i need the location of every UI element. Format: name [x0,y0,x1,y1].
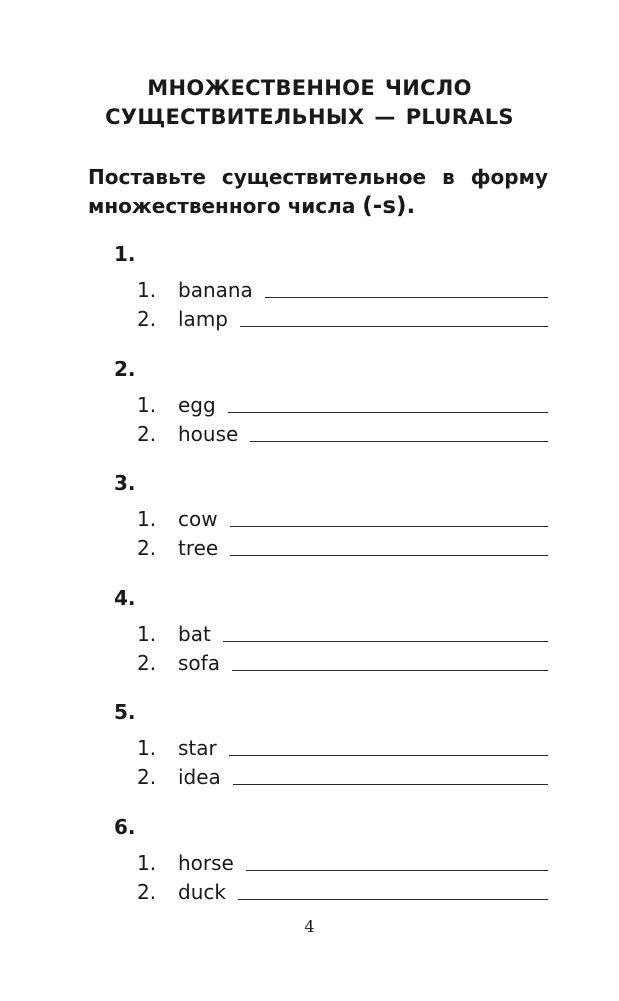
exercise-item [137,505,548,531]
title-dash: — [374,105,396,129]
title-word: ЧИСЛО [384,76,472,100]
answer-line[interactable] [223,640,548,642]
item-number: 2. [137,880,157,904]
exercise-item [137,649,548,675]
item-number: 1. [137,736,157,760]
item-number: 1. [137,851,157,875]
answer-line[interactable] [229,754,548,756]
title-word: PLURALS [405,105,514,129]
answer-line[interactable] [230,525,548,527]
answer-line[interactable] [238,898,548,900]
item-number: 1. [137,278,157,302]
title-word: СУЩЕСТВИТЕЛЬНЫХ [105,105,365,129]
exercise-item [137,734,548,760]
exercise-item [137,276,548,302]
item-word: cow [178,507,218,531]
section-number: 5. [114,700,136,724]
instruction-line-2 [88,193,548,219]
exercise-item [137,391,548,417]
answer-line[interactable] [250,440,548,442]
exercise-item [137,878,548,904]
item-word: banana [178,278,253,302]
exercise-item [137,534,548,560]
exercise-item [137,763,548,789]
item-number: 2. [137,765,157,789]
item-word: bat [178,622,211,646]
answer-line[interactable] [233,783,548,785]
exercise-item [137,420,548,446]
exercise-item [137,305,548,331]
item-number: 2. [137,536,157,560]
title-word: МНОЖЕСТВЕННОЕ [147,76,375,100]
section-number: 4. [114,586,136,610]
item-word: house [178,422,239,446]
item-number: 2. [137,651,157,675]
item-word: idea [178,765,221,789]
item-number: 2. [137,307,157,331]
page-title-line-1 [0,76,619,100]
item-number: 2. [137,422,157,446]
item-word: horse [178,851,234,875]
item-word: lamp [178,307,228,331]
exercise-item [137,620,548,646]
answer-line[interactable] [232,669,548,671]
instruction-suffix: (-s). [362,193,416,219]
answer-line[interactable] [240,325,548,327]
section-number: 1. [114,242,136,266]
item-number: 1. [137,622,157,646]
answer-line[interactable] [265,296,548,298]
page-number: 4 [304,917,315,936]
section-number: 3. [114,471,136,495]
instruction-text: множественного числа [88,194,363,218]
item-number: 1. [137,393,157,417]
section-number: 6. [114,815,136,839]
item-word: tree [178,536,219,560]
section-number: 2. [114,357,136,381]
item-word: duck [178,880,226,904]
answer-line[interactable] [230,554,548,556]
item-word: star [178,736,217,760]
item-word: sofa [178,651,220,675]
instruction-line-1: Поставьте существительное в форму [88,165,548,189]
answer-line[interactable] [246,869,548,871]
item-number: 1. [137,507,157,531]
page-title-line-2 [0,105,619,129]
item-word: egg [178,393,216,417]
answer-line[interactable] [228,411,548,413]
exercise-item [137,849,548,875]
